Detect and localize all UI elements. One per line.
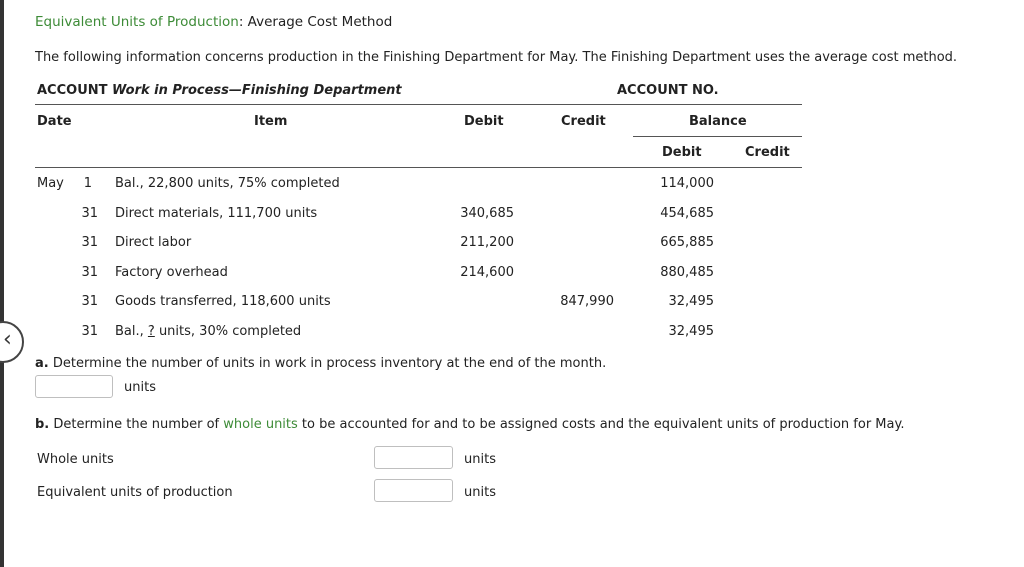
- day-cell: 1: [83, 176, 92, 191]
- part-b-text-post: to be accounted for and to be assigned costs and the equivalent units of production for May.: [297, 417, 905, 432]
- month-cell: May: [37, 176, 64, 191]
- part-a-text: Determine the number of units in work in process inventory at the end of the month.: [52, 356, 607, 371]
- item-cell: [115, 324, 301, 340]
- debit-cell: 214,600: [460, 265, 514, 280]
- part-b-letter: b.: [35, 417, 50, 432]
- part-a-unit-label: units: [124, 380, 156, 395]
- header-date: Date: [37, 114, 72, 129]
- header-balance-debit: Debit: [662, 145, 702, 160]
- part-b-question: [35, 417, 904, 433]
- day-cell: 31: [81, 324, 98, 339]
- title-rest: : Average Cost Method: [238, 14, 393, 30]
- chevron-left-icon: ‹: [3, 327, 12, 352]
- equivalent-units-input[interactable]: [374, 479, 453, 502]
- header-balance-credit: Credit: [745, 145, 790, 160]
- page-title: [35, 14, 392, 30]
- header-debit: Debit: [464, 114, 504, 129]
- account-title: [37, 83, 402, 99]
- item-cell: Factory overhead: [115, 265, 228, 280]
- table-header-rule: [35, 167, 802, 168]
- equivalent-units-unit-label: units: [464, 485, 496, 500]
- unknown-marker: ?: [147, 324, 155, 339]
- day-cell: 31: [81, 294, 98, 309]
- account-number-label: ACCOUNT NO.: [617, 83, 719, 98]
- part-a-question: [35, 356, 606, 372]
- debit-cell: 340,685: [460, 206, 514, 221]
- balance-debit-cell: 454,685: [660, 206, 714, 221]
- account-label: ACCOUNT: [37, 83, 108, 98]
- item-cell: Bal., 22,800 units, 75% completed: [115, 176, 340, 191]
- item-cell: Direct labor: [115, 235, 192, 250]
- item-cell: Goods transferred, 118,600 units: [115, 294, 331, 309]
- header-item: Item: [254, 114, 288, 129]
- left-edge-bar: [0, 0, 4, 567]
- balance-debit-cell: 32,495: [668, 324, 714, 339]
- whole-units-link[interactable]: whole units: [223, 417, 298, 432]
- whole-units-unit-label: units: [464, 452, 496, 467]
- item-suffix: units, 30% completed: [154, 324, 302, 339]
- table-top-rule: [35, 104, 802, 105]
- previous-question-button[interactable]: [0, 321, 24, 363]
- balance-debit-cell: 880,485: [660, 265, 714, 280]
- credit-cell: 847,990: [560, 294, 614, 309]
- part-b-text-pre: Determine the number of: [53, 417, 224, 432]
- account-name: Work in Process—Finishing Department: [112, 83, 402, 98]
- whole-units-label: Whole units: [37, 452, 114, 467]
- balance-debit-cell: 665,885: [660, 235, 714, 250]
- balance-debit-cell: 32,495: [668, 294, 714, 309]
- item-cell: Direct materials, 111,700 units: [115, 206, 318, 221]
- balance-rule: [633, 136, 802, 137]
- item-prefix: Bal.,: [115, 324, 148, 339]
- title-link[interactable]: Equivalent Units of Production: [35, 14, 239, 30]
- header-credit: Credit: [561, 114, 606, 129]
- day-cell: 31: [81, 206, 98, 221]
- balance-debit-cell: 114,000: [660, 176, 714, 191]
- part-a-units-input[interactable]: [35, 375, 113, 398]
- part-a-letter: a.: [35, 356, 49, 371]
- day-cell: 31: [81, 265, 98, 280]
- day-cell: 31: [81, 235, 98, 250]
- header-balance: Balance: [689, 114, 747, 129]
- equivalent-units-label: Equivalent units of production: [37, 485, 233, 500]
- whole-units-input[interactable]: [374, 446, 453, 469]
- intro-text: The following information concerns production in the Finishing Department for May. The Finishing Department uses the average cost method.: [35, 50, 958, 65]
- debit-cell: 211,200: [460, 235, 514, 250]
